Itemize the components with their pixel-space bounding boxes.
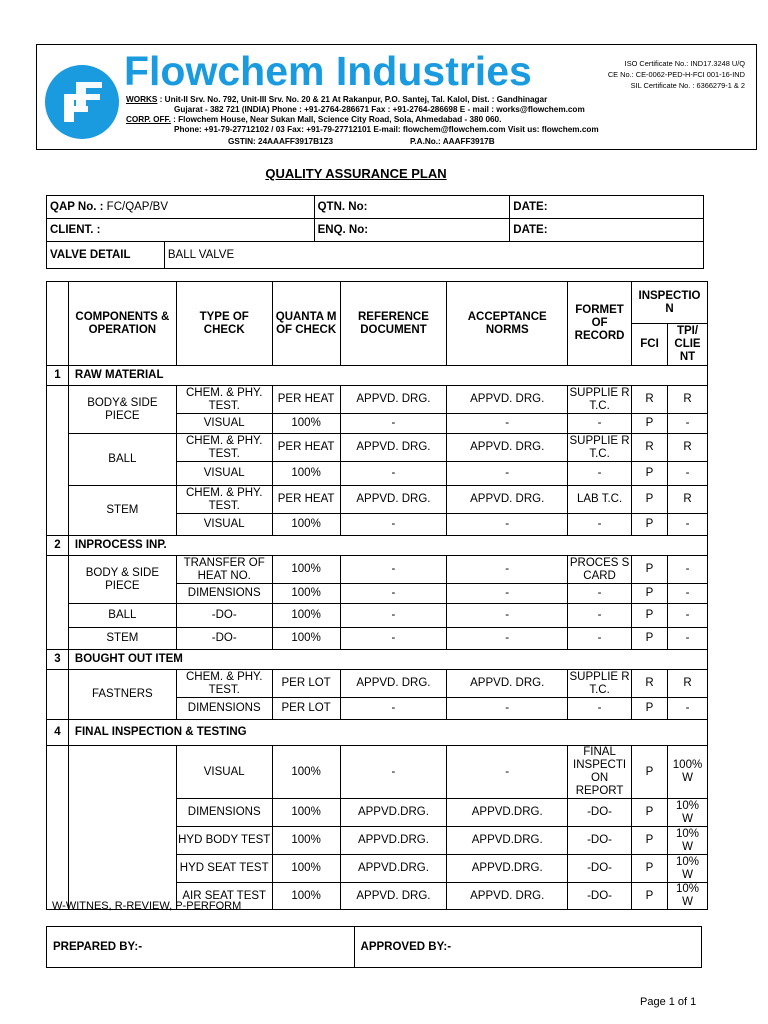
component-label: BALL [68,604,176,628]
client-cell: CLIENT. : [47,219,315,242]
table-cell: - [447,628,568,650]
approved-by: APPROVED BY:- [354,927,701,968]
company-logo-icon [44,64,120,140]
table-cell: P [632,746,668,799]
table-cell: P [632,799,668,827]
table-cell: HYD BODY TEST [176,827,272,855]
table-cell: APPVD.DRG. [447,855,568,883]
works-label: WORKS [126,95,158,104]
table-cell: -DO- [176,604,272,628]
table-cell: 10% W [667,799,707,827]
section-number: 2 [47,536,69,556]
table-cell: APPVD. DRG. [447,434,568,462]
table-cell: APPVD. DRG. [340,883,447,910]
table-cell: -DO- [568,883,632,910]
table-cell: R [667,386,707,414]
table-cell: - [447,746,568,799]
table-cell: -DO- [176,628,272,650]
table-cell: VISUAL [176,746,272,799]
table-cell: PER LOT [272,698,340,720]
pan-number: P.A.No.: AAAFF3917B [410,137,495,146]
header-tpi: TPI/ CLIE NT [667,324,707,366]
corp-address-line2: Phone: +91-79-27712102 / 03 Fax: +91-79-27712101 E-mail: flowchem@flowchem.com Visit us: flowchem.com [174,125,599,134]
table-cell: P [632,855,668,883]
qap-table [46,281,708,910]
legend: W-WITNES, R-REVIEW, P-PERFORM [52,900,242,912]
gstin: GSTIN: 24AAAFF3917B1Z3 [228,137,334,146]
table-cell: - [667,628,707,650]
component-label: STEM [68,628,176,650]
table-cell: - [340,604,447,628]
table-cell: APPVD.DRG. [447,827,568,855]
table-cell: APPVD. DRG. [340,386,447,414]
valve-detail-value: BALL VALVE [164,242,703,269]
table-cell: - [447,698,568,720]
table-cell: R [667,486,707,514]
table-cell: - [447,556,568,584]
table-cell: 100% [272,462,340,486]
table-cell: 100% [272,746,340,799]
table-cell: P [632,698,668,720]
page-number: Page 1 of 1 [640,996,697,1008]
component-label: FASTNERS [68,670,176,720]
table-cell: VISUAL [176,462,272,486]
table-cell: - [340,628,447,650]
section-number: 3 [47,650,69,670]
table-cell: 10% W [667,855,707,883]
table-cell: - [667,698,707,720]
table-cell: - [568,604,632,628]
table-cell [47,386,69,536]
header-reference: REFERENCE DOCUMENT [340,282,447,366]
table-cell: DIMENSIONS [176,799,272,827]
page-title: QUALITY ASSURANCE PLAN [265,166,447,181]
corp-address-text: : Flowchem House, Near Sukan Mall, Science City Road, Sola, Ahmedabad - 380 060. [173,115,502,124]
table-cell: SUPPLIE R T.C. [569,670,630,696]
table-cell: APPVD.DRG. [340,827,447,855]
table-cell: - [447,604,568,628]
table-cell: - [340,414,447,434]
table-cell: APPVD. DRG. [340,486,447,514]
header-type: TYPE OF CHECK [176,282,272,366]
table-cell: - [667,414,707,434]
table-cell: - [340,584,447,604]
certificates [583,58,745,91]
table-cell: TRANSFER OF HEAT NO. [176,556,272,584]
component-label: STEM [68,486,176,536]
table-cell: PER HEAT [272,434,340,462]
table-row [47,556,708,584]
table-cell: 100% [272,883,340,910]
table-row [47,628,708,650]
works-address-line2: Gujarat - 382 721 (INDIA) Phone : +91-2764-286671 Fax : +91-2764-286698 E - mail : works@flowchem.com [174,105,585,114]
table-cell: 100% [272,628,340,650]
header-acceptance: ACCEPTANCE NORMS [447,282,568,366]
company-name: Flowchem Industries [124,48,532,94]
table-cell: 100% [272,556,340,584]
table-cell: - [447,514,568,536]
table-cell: APPVD.DRG. [447,799,568,827]
table-cell [47,670,69,720]
table-cell: - [447,462,568,486]
table-cell: - [340,462,447,486]
table-cell: 100% [272,604,340,628]
table-cell: 100% [272,855,340,883]
table-cell: DIMENSIONS [176,584,272,604]
header-number [47,282,69,366]
table-cell: - [568,698,632,720]
works-address-text: : Unit-II Srv. No. 792, Unit-III Srv. No. 20 & 21 At Rakanpur, P.O. Santej, Tal. Kalol, Dist. : Gandhinagar [159,95,548,104]
section-title: INPROCESS INP. [68,536,707,556]
table-cell: - [667,584,707,604]
table-cell: APPVD. DRG. [447,486,568,514]
table-cell: R [632,434,668,462]
table-cell: AIR SEAT TEST [176,883,272,910]
table-cell: APPVD.DRG. [340,799,447,827]
table-cell: P [632,883,668,910]
section-number: 4 [47,720,69,746]
table-cell [47,746,69,910]
table-cell: VISUAL [176,514,272,536]
table-cell: 10% W [667,827,707,855]
table-cell: P [632,414,668,434]
corp-address-line1 [126,115,501,125]
table-cell: DIMENSIONS [176,698,272,720]
section-title: FINAL INSPECTION & TESTING [68,720,707,746]
sil-certificate: SIL Certificate No. : 6366279-1 & 2 [630,81,745,90]
table-cell: P [632,556,668,584]
table-row [47,746,708,799]
table-cell: HYD SEAT TEST [176,855,272,883]
qap-info-table [46,195,704,269]
table-cell: - [340,746,447,799]
table-row [47,604,708,628]
table-cell: PER LOT [272,670,340,698]
table-cell: - [568,462,632,486]
table-cell: CHEM. & PHY. TEST. [176,386,272,414]
works-address-line1 [126,95,547,105]
table-cell: R [632,386,668,414]
table-cell: - [667,514,707,536]
table-row [47,486,708,514]
table-cell: - [667,462,707,486]
qtn-number-cell: QTN. No: [314,196,510,219]
component-label: BODY& SIDE PIECE [68,386,176,434]
table-cell: 100% [272,514,340,536]
table-row [47,386,708,414]
table-cell: SUPPLIE R T.C. [569,386,630,412]
date-cell-2: DATE: [510,219,704,242]
table-cell [47,556,69,650]
table-cell: P [632,514,668,536]
table-cell: R [667,670,707,698]
table-cell: - [340,698,447,720]
prepared-by: PREPARED BY:- [47,927,355,968]
table-cell: FINAL INSPECTI ON REPORT [568,746,632,799]
table-cell: CHEM. & PHY. TEST. [176,486,272,514]
component-label: BODY & SIDE PIECE [68,556,176,604]
header-fci: FCI [632,324,668,366]
section-number: 1 [47,366,69,386]
table-cell: - [568,414,632,434]
table-cell: VISUAL [176,414,272,434]
table-cell: P [632,827,668,855]
table-cell: R [632,670,668,698]
table-cell: P [632,628,668,650]
table-cell: -DO- [568,799,632,827]
table-cell: APPVD. DRG. [340,434,447,462]
table-cell: - [568,514,632,536]
table-cell: APPVD. DRG. [340,670,447,698]
table-cell: APPVD. DRG. [447,670,568,698]
table-cell: LAB T.C. [568,486,632,514]
header-quantum: QUANTA M OF CHECK [272,282,340,366]
component-label: BALL [68,434,176,486]
table-cell: - [667,604,707,628]
ce-certificate: CE No.: CE-0062-PED-H-FCI 001-16-IND [607,70,745,79]
table-cell: 100% [272,827,340,855]
header-components: COMPONENTS & OPERATION [68,282,176,366]
table-cell: R [667,434,707,462]
table-cell: PROCES S CARD [568,556,632,584]
table-cell [68,746,176,910]
header-inspection: INSPECTIO N [632,282,708,324]
signature-table [46,926,702,968]
table-cell: 100% [272,414,340,434]
table-cell: P [632,486,668,514]
table-cell: - [447,584,568,604]
table-cell: - [568,584,632,604]
table-cell: -DO- [568,855,632,883]
enq-number-cell: ENQ. No: [314,219,510,242]
table-row [47,434,708,462]
section-title: RAW MATERIAL [68,366,707,386]
qap-number-cell: QAP No. : FC/QAP/BV [47,196,315,219]
table-cell: 100% W [667,746,707,799]
table-cell: -DO- [568,827,632,855]
table-cell: APPVD. DRG. [447,883,568,910]
table-cell: 100% [272,799,340,827]
table-cell: P [632,462,668,486]
table-cell: CHEM. & PHY. TEST. [176,434,272,462]
corp-label: CORP. OFF. [126,115,171,124]
table-cell: PER HEAT [272,486,340,514]
header-format: FORMET OF RECORD [568,282,632,366]
iso-certificate: ISO Certificate No.: IND17.3248 U/Q [624,59,745,68]
table-cell: - [447,414,568,434]
table-cell: APPVD.DRG. [340,855,447,883]
table-cell: - [340,514,447,536]
table-cell: - [340,556,447,584]
table-cell: P [632,604,668,628]
table-cell: 100% [272,584,340,604]
table-cell: P [632,584,668,604]
table-cell: PER HEAT [272,386,340,414]
table-cell: APPVD. DRG. [447,386,568,414]
table-cell: 10% W [667,883,707,910]
valve-detail-label: VALVE DETAIL [47,242,165,269]
table-cell: CHEM. & PHY. TEST. [176,670,272,698]
table-row [47,670,708,698]
section-title: BOUGHT OUT ITEM [68,650,707,670]
table-cell: - [568,628,632,650]
date-cell-1: DATE: [510,196,704,219]
table-cell: - [667,556,707,584]
table-cell: SUPPLIE R T.C. [569,434,630,460]
